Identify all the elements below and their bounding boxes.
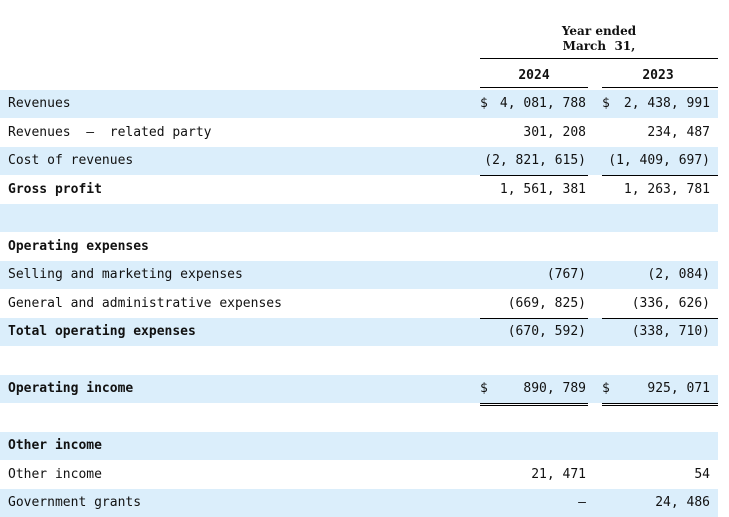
table-row <box>0 147 718 175</box>
table-row <box>0 176 718 204</box>
value-2024: 1, 561, 381 <box>499 181 586 197</box>
row-label: Other income <box>8 438 102 453</box>
period-underline <box>480 58 718 59</box>
row-label: Revenues – related party <box>8 124 212 140</box>
table-row <box>0 404 718 432</box>
subtotal-underline <box>480 405 588 406</box>
value-2024: — <box>578 495 586 510</box>
subtotal-underline <box>480 318 588 319</box>
table-row <box>0 90 718 118</box>
column-year-2024: 2024 <box>518 68 550 83</box>
row-label: Selling and marketing expenses <box>8 267 243 282</box>
table-row <box>0 204 718 232</box>
period-line-1: Year ended <box>561 24 637 38</box>
value-2023: (336, 626) <box>631 295 710 311</box>
value-2024: 21, 471 <box>531 466 586 482</box>
value-2023: 54 <box>694 466 710 482</box>
table-row <box>0 233 718 261</box>
value-2024: (670, 592) <box>507 324 586 339</box>
value-2023: 925, 071 <box>647 381 710 396</box>
period-line-2: March 31, <box>562 39 636 53</box>
table-row <box>0 290 718 318</box>
row-label: Operating expenses <box>8 238 149 254</box>
table-row <box>0 375 718 403</box>
table-row <box>0 347 718 375</box>
subtotal-underline <box>602 405 718 406</box>
table-row <box>0 261 718 289</box>
value-2023: 2, 438, 991 <box>623 96 710 111</box>
currency-symbol: $ <box>480 96 488 111</box>
row-label: Operating income <box>8 381 134 396</box>
row-label: General and administrative expenses <box>8 295 282 311</box>
value-2024: (2, 821, 615) <box>484 153 586 168</box>
subtotal-underline <box>480 403 588 404</box>
value-2023: (1, 409, 697) <box>608 153 710 168</box>
currency-symbol: $ <box>602 96 610 111</box>
year-underline-2 <box>602 87 718 88</box>
row-label: Government grants <box>8 495 142 510</box>
subtotal-underline <box>480 175 588 176</box>
currency-symbol: $ <box>480 381 488 396</box>
table-row <box>0 432 718 460</box>
row-label: Gross profit <box>8 181 102 197</box>
value-2024: 301, 208 <box>523 124 586 140</box>
value-2023: 1, 263, 781 <box>623 181 710 197</box>
subtotal-underline <box>602 175 718 176</box>
value-2023: (2, 084) <box>647 267 710 282</box>
value-2024: (767) <box>546 267 586 282</box>
row-label: Total operating expenses <box>8 324 196 339</box>
value-2024: (669, 825) <box>507 295 586 311</box>
column-header-period <box>480 24 718 54</box>
currency-symbol: $ <box>602 381 610 396</box>
value-2023: (338, 710) <box>631 324 710 339</box>
table-row <box>0 318 718 346</box>
table-row <box>0 119 718 147</box>
table-row <box>0 489 718 517</box>
row-label: Revenues <box>8 96 71 111</box>
table-row <box>0 461 718 489</box>
row-label: Other income <box>8 466 102 482</box>
year-underline-1 <box>480 87 588 88</box>
value-2024: 890, 789 <box>523 381 586 396</box>
column-year-2023: 2023 <box>642 68 674 83</box>
row-label: Cost of revenues <box>8 153 134 168</box>
value-2023: 234, 487 <box>647 124 710 140</box>
subtotal-underline <box>602 403 718 404</box>
value-2023: 24, 486 <box>655 495 710 510</box>
value-2024: 4, 081, 788 <box>499 96 586 111</box>
subtotal-underline <box>602 318 718 319</box>
